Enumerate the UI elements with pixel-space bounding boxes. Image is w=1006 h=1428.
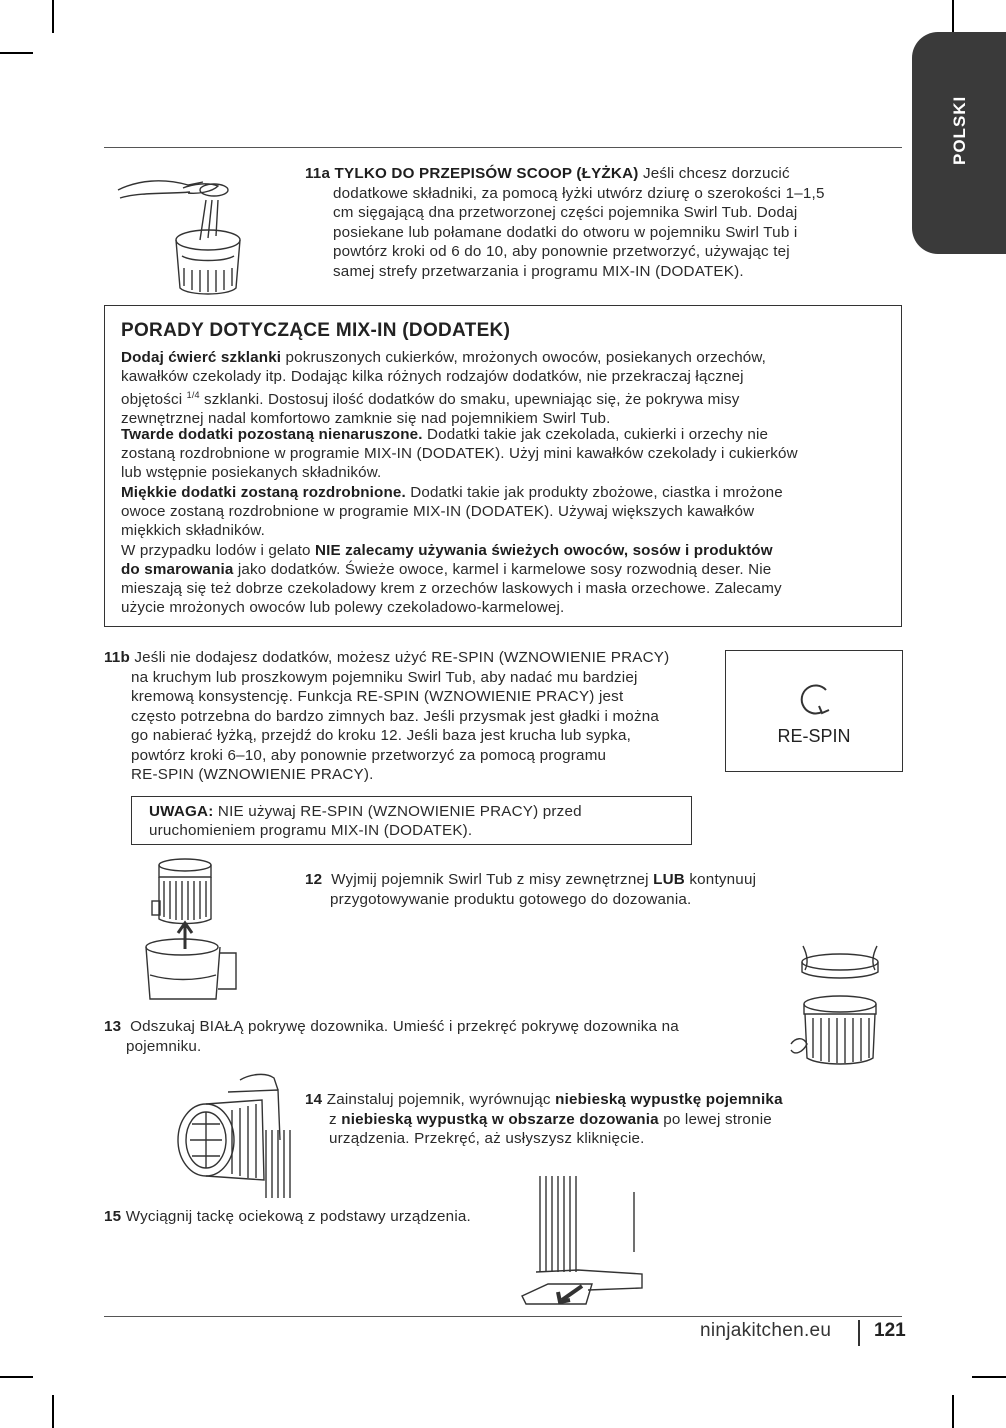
text-line: NIE używaj RE-SPIN (WZNOWIENIE PRACY) przed [213,803,582,820]
text-line: Jeśli nie dodajesz dodatków, możesz użyć RE-SPIN (WZNOWIENIE PRACY) [134,649,670,666]
text-line: zostaną rozdrobnione w programie MIX-IN (DODATEK). Użyj mini kawałków czekolady i cukierków [121,445,798,462]
crop-mark [952,0,954,33]
crop-mark [0,52,33,54]
text-line: powtórz kroki od 6 do 10, aby ponownie przetworzyć, używając tej [333,243,790,260]
text-line: zewnętrznej nadal komfortowo zamknie się nad pojemnikiem Swirl Tub. [121,410,611,428]
crop-mark [52,1395,54,1428]
text-line: Wyjmij pojemnik Swirl Tub z misy zewnętrznej [331,871,654,888]
text-line: na kruchym lub proszkowym pojemniku Swirl Tub, aby nadać mu bardziej [131,668,638,686]
text-line: urządzenia. Przekręć, aż usłyszysz kliknięcie. [329,1130,645,1147]
crop-mark [952,1395,954,1428]
emphasis: niebieską wypustką w obszarze dozowania [341,1110,659,1128]
crop-mark [972,1376,1006,1378]
text-line: dodatkowe składniki, za pomocą łyżki utwórz dziurę o szerokości 1–1,5 [333,184,825,202]
language-tab-label: POLSKI [950,95,969,165]
text-line: kontynuuj [684,871,757,888]
text-line: W przypadku lodów i gelato [121,542,315,559]
tip-gelato [121,541,889,617]
text-line: z [329,1110,342,1128]
step-number: 11a [305,165,331,182]
page-number: 121 [874,1320,906,1341]
text-line: posiekane lub połamane dodatki do otworu w pojemniku Swirl Tub i [333,223,798,241]
text-line: Dodatki takie jak produkty zbożowe, ciastka i mrożone [405,484,783,501]
crop-mark [52,0,54,33]
text-line: miękkich składników. [121,522,265,539]
respin-icon [792,676,836,720]
text-line: go nabierać łyżką, przejdź do kroku 12. Jeśli baza jest krucha lub sypka, [131,727,632,744]
text-line: RE-SPIN (WZNOWIENIE PRACY). [131,766,374,783]
text-line: użycie mrożonych owoców lub polewy czekoladowo-karmelowej. [121,599,565,616]
top-rule [104,147,902,148]
text-line: przygotowywanie produktu gotowego do dozowania. [330,890,692,908]
warning-note [149,803,689,840]
note-label: UWAGA: [149,803,214,820]
step-heading: TYLKO DO PRZEPISÓW SCOOP (ŁYŻKA) [334,165,639,182]
step-15 [104,1207,534,1227]
text-line: kremową konsystencję. Funkcja RE-SPIN (WZNOWIENIE PRACY) jest [131,688,624,705]
step-number: 13 [104,1018,122,1035]
step-number: 15 [104,1208,122,1225]
tips-title: PORADY DOTYCZĄCE MIX-IN (DODATEK) [121,320,511,341]
text-line: często potrzebna do bardzo zimnych baz. Jeśli przysmak jest gładki i można [131,707,660,725]
text-line: Wyciągnij tackę ociekową z podstawy urządzenia. [125,1208,471,1225]
footer-divider [858,1320,860,1346]
text-line: po lewej stronie [658,1110,772,1128]
tip-bold: Dodaj ćwierć szklanki [121,349,282,366]
text-line: owoce zostaną rozdrobnione w programie MIX-IN (DODATEK). Używaj większych kawałków [121,503,755,520]
text-line: kawałków czekolady itp. Dodając kilka różnych rodzajów dodatków, nie przekraczaj łącznej [121,368,744,385]
step-12 [305,870,865,909]
drip-tray-illustration [518,1172,648,1307]
respin-label: RE-SPIN [777,726,851,746]
text-line: Odszukaj BIAŁĄ pokrywę dozownika. Umieść i przekręć pokrywę dozownika na [130,1018,679,1035]
dispensing-lid-illustration [785,940,895,1070]
emphasis: LUB [653,871,685,888]
text-line: mieszają się też dobrze czekoladowy krem z orzechów laskowych i masła orzechowe. Zalecamy [121,580,782,597]
text-line: Zainstaluj pojemnik, wyrównując [326,1091,556,1108]
step-14 [305,1090,865,1149]
text-line: jako dodatków. Świeże owoce, karmel i karmelowe sosy rozwodnią deser. Nie [233,561,772,578]
text-line: pojemniku. [126,1037,202,1055]
fraction: 1/4 [186,390,200,400]
text-line: samej strefy przetwarzania i programu MIX-IN (DODATEK). [333,262,744,280]
scoop-tub-illustration [108,160,248,310]
tip-quarter-cup [121,348,889,428]
text-line: pokruszonych cukierków, mrożonych owoców, posiekanych orzechów, [281,349,767,366]
tip-bold: Miękkie dodatki zostaną rozdrobnione. [121,484,406,501]
step-11a [305,164,895,281]
crop-mark [0,1376,33,1378]
tip-bold: do smarowania [121,561,234,578]
tip-hard-mixins [121,425,889,482]
tip-bold: NIE zalecamy używania świeżych owoców, sosów i produktów [315,542,773,559]
step-number: 11b [104,649,130,666]
text-line: cm sięgającą dna przetworzonej części pojemnika Swirl Tub. Dodaj [333,204,798,221]
text-line: Jeśli chcesz dorzucić [642,165,790,182]
bottom-rule [104,1316,902,1317]
footer-website: ninjakitchen.eu [700,1320,832,1341]
text-line: powtórz kroki 6–10, aby ponownie przetworzyć za pomocą programu [131,746,607,764]
tip-bold: Twarde dodatki pozostaną nienaruszone. [121,426,423,443]
text-line: lub wstępnie posiekanych składników. [121,464,382,481]
remove-tub-illustration [140,857,250,1007]
text-line: Dodatki takie jak czekolada, cukierki i orzechy nie [422,426,769,443]
emphasis: niebieską wypustkę pojemnika [555,1091,783,1108]
text-line: uruchomieniem programu MIX-IN (DODATEK). [149,821,473,839]
install-tub-illustration [170,1070,300,1200]
step-number: 14 [305,1091,323,1108]
text-line: szklanki. Dostosuj ilość dodatków do smaku, upewniając się, że pokrywa misy [199,391,740,409]
tip-soft-mixins [121,483,889,540]
step-11b [104,648,719,785]
step-number: 12 [305,871,323,888]
text-line: objętości [121,391,187,409]
step-13 [104,1017,774,1056]
